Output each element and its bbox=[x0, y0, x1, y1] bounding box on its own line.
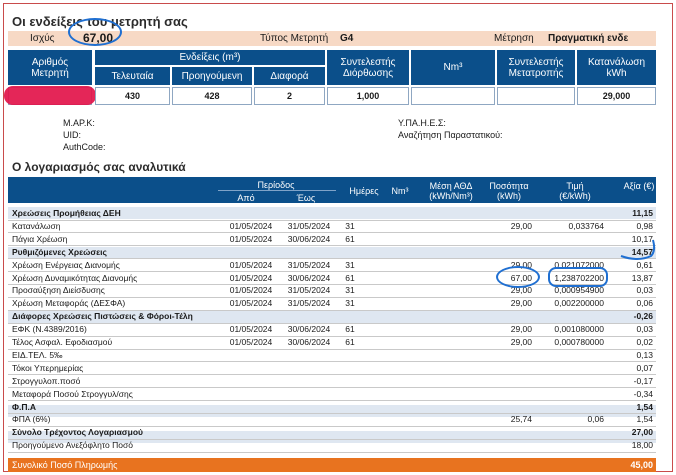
row-6-qty: 29,00 bbox=[510, 285, 532, 296]
row-5-label: Χρέωση Δυναμικότητας Διανομής bbox=[12, 272, 138, 283]
cell-nm3 bbox=[411, 87, 495, 105]
header-timi: Τιμή (€/kWh) bbox=[559, 181, 591, 201]
row-16-value: 1,54 bbox=[636, 414, 653, 425]
annotation-circle-price bbox=[548, 267, 608, 287]
row-8-value: -0,26 bbox=[633, 311, 653, 322]
row-1-label: Κατανάλωση bbox=[12, 220, 61, 231]
row-divider bbox=[8, 452, 656, 453]
row-11-value: 0,13 bbox=[636, 349, 653, 360]
row-10-price: 0,000780000 bbox=[554, 337, 604, 347]
cell-diorthosi: 1,000 bbox=[327, 87, 409, 105]
row-2-to: 30/06/2024 bbox=[287, 233, 331, 244]
header-axia: Αξία (€) bbox=[623, 181, 655, 191]
row-6-to: 31/05/2024 bbox=[287, 285, 331, 296]
row-9-qty: 29,00 bbox=[510, 324, 532, 335]
row-4-qty: 29,00 bbox=[510, 259, 532, 270]
row-15-label: Φ.Π.Α bbox=[12, 401, 36, 412]
row-6-days: 31 bbox=[345, 285, 355, 296]
row-5-value: 13,87 bbox=[631, 272, 653, 283]
annotation-circle-ischys bbox=[68, 18, 122, 46]
row-7-to: 31/05/2024 bbox=[287, 298, 331, 309]
metrisi-label: Μέτρηση bbox=[494, 33, 534, 44]
row-15-value: 1,54 bbox=[636, 401, 653, 412]
uid-label: UID: bbox=[63, 130, 81, 140]
header-imeres: Ημέρες bbox=[349, 186, 379, 196]
row-2-value: 10,17 bbox=[631, 233, 653, 244]
row-5-from: 01/05/2024 bbox=[229, 272, 273, 283]
header-teleftaia: Τελευταία bbox=[95, 67, 170, 85]
cell-metatropi bbox=[497, 87, 575, 105]
row-6-price: 0,000954900 bbox=[554, 285, 604, 296]
row-1-to: 31/05/2024 bbox=[287, 220, 331, 231]
row-9-price: 0,001080000 bbox=[554, 324, 604, 335]
account-section-title: Ο λογαριασμός σας αναλυτικά bbox=[12, 160, 186, 174]
row-1-price: 0,033764 bbox=[568, 220, 604, 231]
row-10-from: 01/05/2024 bbox=[229, 337, 273, 347]
header-diafora: Διαφορά bbox=[254, 67, 325, 85]
row-2-label: Πάγια Χρέωση bbox=[12, 233, 68, 244]
row-12-label: Τόκοι Υπερημερίας bbox=[12, 362, 84, 373]
row-5-qty: 67,00 bbox=[510, 272, 532, 283]
row-5-price: 1,238702200 bbox=[554, 272, 604, 283]
row-4-label: Χρέωση Ενέργειας Διανομής bbox=[12, 259, 120, 270]
row-5-to: 30/06/2024 bbox=[287, 272, 331, 283]
row-4-value: 0,61 bbox=[636, 259, 653, 270]
row-10-label: Τέλος Ασφαλ. Εφοδιασμού bbox=[12, 337, 113, 347]
row-0-value: 11,15 bbox=[632, 208, 653, 218]
row-17-value: 27,00 bbox=[631, 427, 653, 438]
header-eos: Έως bbox=[296, 193, 316, 203]
header-arithmos-metriti: Αριθμός Μετρητή bbox=[8, 50, 92, 85]
row-13-label: Στρογγυλοπ.ποσό bbox=[12, 375, 81, 386]
header-apo: Από bbox=[237, 193, 255, 203]
row-11-label: ΕΙΔ.ΤΕΛ. 5‰ bbox=[12, 349, 63, 360]
row-10-days: 61 bbox=[345, 337, 355, 347]
row-7-from: 01/05/2024 bbox=[229, 298, 273, 309]
header-proigoumeni: Προηγούμενη bbox=[172, 67, 252, 85]
periodos-divider bbox=[218, 190, 336, 191]
header-syntelestis-diorthosis: Συντελεστής Διόρθωσης bbox=[327, 50, 409, 85]
row-16-price: 0,06 bbox=[587, 414, 604, 425]
header-nm3: Nm³ bbox=[411, 50, 495, 85]
row-0-label: Χρεώσεις Προμήθειας ΔΕΗ bbox=[12, 208, 121, 218]
typos-label: Τύπος Μετρητή bbox=[260, 33, 329, 44]
row-4-price: 0,021072000 bbox=[554, 259, 604, 270]
row-9-days: 61 bbox=[345, 324, 355, 335]
header-endeixeis: Ενδείξεις (m³) bbox=[95, 50, 325, 65]
cell-teleftaia: 430 bbox=[95, 87, 170, 105]
row-1-qty: 29,00 bbox=[510, 220, 532, 231]
header-posotita: Ποσότητα (kWh) bbox=[489, 181, 529, 201]
row-3-value: 14,57 bbox=[631, 246, 653, 257]
row-7-qty: 29,00 bbox=[510, 298, 532, 309]
row-18-label: Προηγούμενο Ανεξόφλητο Ποσό bbox=[12, 440, 133, 451]
ischys-label: Ισχύς bbox=[30, 33, 55, 44]
row-9-from: 01/05/2024 bbox=[229, 324, 273, 335]
header-syntelestis-metatropis: Συντελεστής Μετατροπής bbox=[497, 50, 575, 85]
row-12-value: 0,07 bbox=[636, 362, 653, 373]
typos-value: G4 bbox=[340, 33, 354, 44]
row-2-from: 01/05/2024 bbox=[229, 233, 273, 244]
ischys-value: 67,00 bbox=[83, 31, 114, 45]
total-value: 45,00 bbox=[630, 460, 653, 470]
row-9-to: 30/06/2024 bbox=[287, 324, 331, 335]
row-5-days: 61 bbox=[345, 272, 355, 283]
meter-section-title: Οι ενδείξεις του μετρητή σας bbox=[12, 14, 188, 29]
row-1-value: 0,98 bbox=[636, 220, 653, 231]
redaction-mark bbox=[4, 86, 96, 105]
row-6-label: Προσαύξηση Διείσδυσης bbox=[12, 285, 105, 296]
cell-katanalosi: 29,000 bbox=[577, 87, 656, 105]
row-3-label: Ρυθμιζόμενες Χρεώσεις bbox=[12, 246, 107, 257]
anazitisi-label: Αναζήτηση Παραστατικού: bbox=[398, 130, 503, 140]
authcode-label: AuthCode: bbox=[63, 142, 106, 152]
row-7-value: 0,06 bbox=[636, 298, 653, 309]
cell-diafora: 2 bbox=[254, 87, 325, 105]
header-mesi-athd: Μέση ΑΘΔ (kWh/Nm³) bbox=[429, 181, 473, 201]
row-17-label: Σύνολο Τρέχοντος Λογαριασμού bbox=[12, 427, 143, 438]
header-katanalosi: Κατανάλωση kWh bbox=[577, 50, 656, 85]
cell-proigoumeni: 428 bbox=[172, 87, 252, 105]
header-periodos: Περίοδος bbox=[257, 180, 295, 190]
mapk-label: Μ.ΑΡ.Κ: bbox=[63, 118, 95, 128]
annotation-mark-value bbox=[618, 236, 658, 262]
row-10-qty: 29,00 bbox=[510, 337, 532, 347]
row-4-days: 31 bbox=[345, 259, 355, 270]
row-9-value: 0,03 bbox=[636, 324, 653, 335]
row-4-from: 01/05/2024 bbox=[229, 259, 273, 270]
row-4-to: 31/05/2024 bbox=[287, 259, 331, 270]
row-1-from: 01/05/2024 bbox=[229, 220, 273, 231]
row-14-value: -0,34 bbox=[633, 388, 653, 399]
row-10-to: 30/06/2024 bbox=[287, 337, 331, 347]
row-7-price: 0,002200000 bbox=[554, 298, 604, 309]
row-14-label: Μεταφορά Ποσού Στρογγυλ/σης bbox=[12, 388, 133, 399]
row-1-days: 31 bbox=[345, 220, 355, 231]
header-nm3-account: Nm³ bbox=[391, 186, 409, 196]
row-2-days: 61 bbox=[345, 233, 355, 244]
row-6-value: 0,03 bbox=[636, 285, 653, 296]
row-13-value: -0,17 bbox=[633, 375, 653, 386]
annotation-circle-qty bbox=[496, 266, 540, 288]
row-7-days: 31 bbox=[345, 298, 355, 309]
row-16-label: ΦΠΑ (6%) bbox=[12, 414, 51, 425]
row-10-value: 0,02 bbox=[636, 337, 653, 347]
metrisi-value: Πραγματική ενδε bbox=[548, 33, 629, 44]
row-8-label: Διάφορες Χρεώσεις Πιστώσεις & Φόροι-Τέλη bbox=[12, 311, 193, 322]
row-16-qty: 25,74 bbox=[510, 414, 532, 425]
row-6-from: 01/05/2024 bbox=[229, 285, 273, 296]
row-9-label: ΕΦΚ (Ν.4389/2016) bbox=[12, 324, 87, 335]
row-7-label: Χρέωση Μεταφοράς (ΔΕΣΦΑ) bbox=[12, 298, 126, 309]
ypahes-label: Υ.ΠΑ.Η.Ε.Σ: bbox=[398, 118, 446, 128]
total-label: Συνολικό Ποσό Πληρωμής bbox=[12, 460, 118, 470]
row-18-value: 18,00 bbox=[631, 440, 653, 451]
